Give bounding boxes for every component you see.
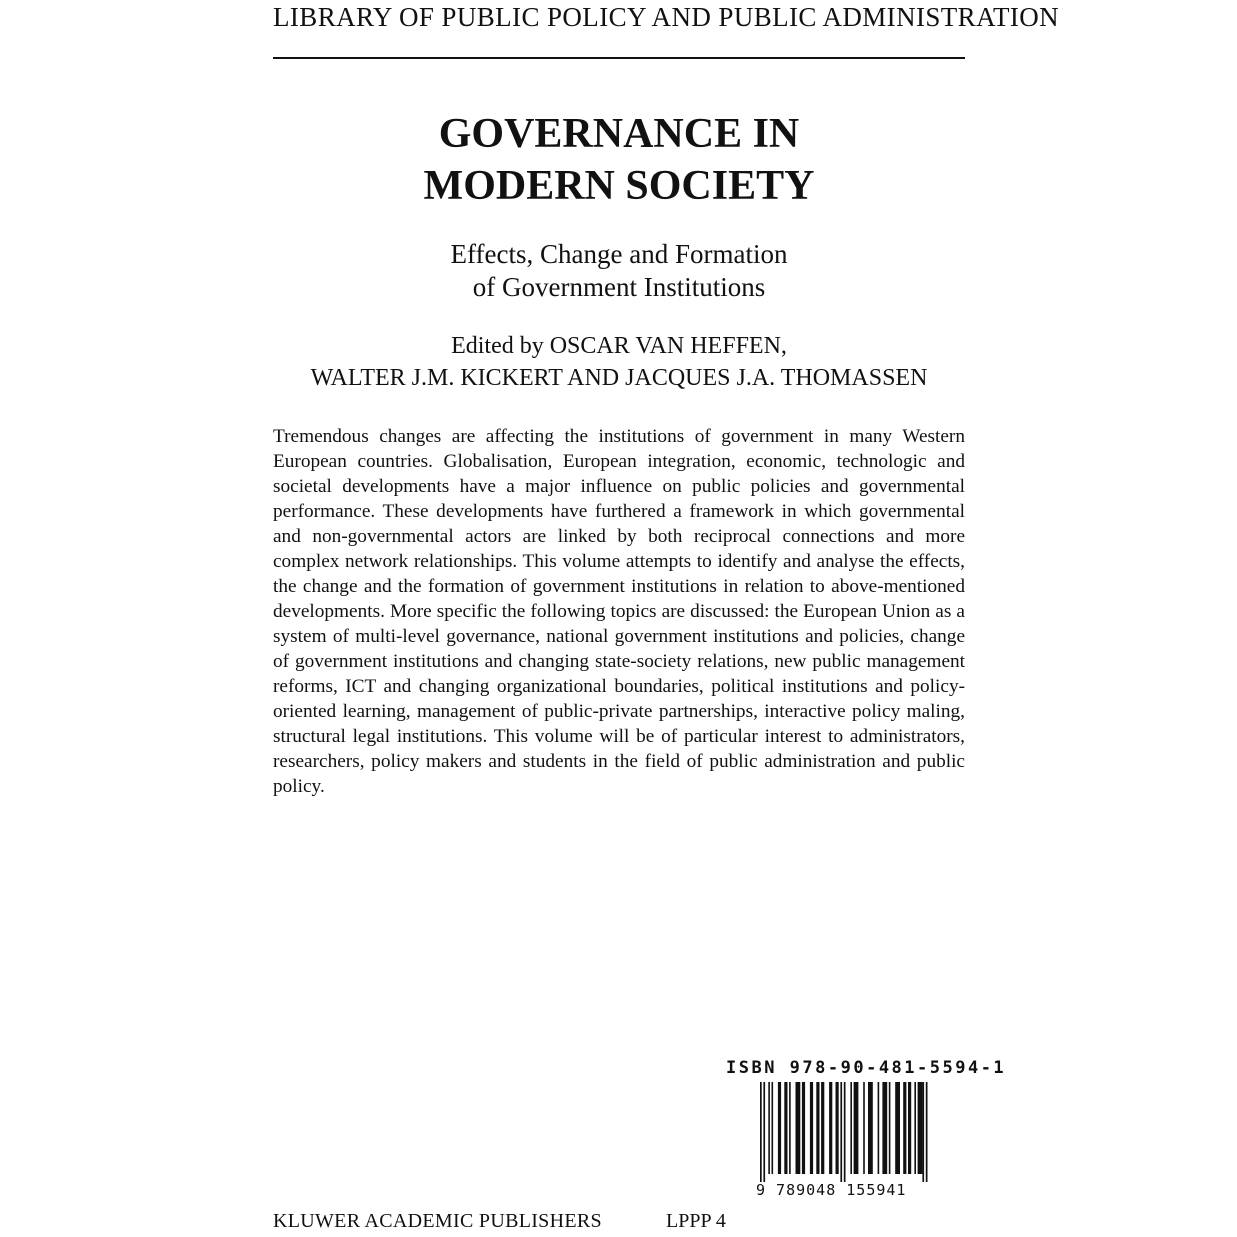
barcode-bar — [840, 1082, 842, 1182]
barcode-bar — [854, 1082, 859, 1174]
barcode-bar — [878, 1082, 880, 1174]
barcode-digits: 9 789048 155941 — [756, 1181, 907, 1199]
series-title: LIBRARY OF PUBLIC POLICY AND PUBLIC ADMINISTRATION — [273, 2, 1060, 32]
book-title-line-2: MODERN SOCIETY — [423, 163, 815, 209]
barcode-bar — [796, 1082, 801, 1174]
barcode-bar — [908, 1082, 911, 1174]
isbn-number: ISBN 978-90-481-5594-1 — [726, 1058, 1007, 1078]
barcode-bar — [926, 1082, 928, 1182]
series-volume: LPPP 4 — [666, 1210, 726, 1232]
editors — [273, 330, 965, 394]
barcode-bar — [772, 1082, 774, 1174]
barcode — [756, 1082, 951, 1182]
editors-line-1: Edited by OSCAR VAN HEFFEN, — [451, 333, 787, 359]
barcode-bar — [829, 1082, 832, 1174]
barcode-bar — [810, 1082, 813, 1174]
barcode-bar — [895, 1082, 900, 1174]
barcode-bar — [816, 1082, 819, 1174]
barcode-bar — [802, 1082, 805, 1174]
barcode-bar — [903, 1082, 906, 1174]
barcode-bar — [836, 1082, 839, 1174]
barcode-bar — [868, 1082, 873, 1174]
back-cover-blurb: Tremendous changes are affecting the institutions of government in many Western European countries. Globalisation, European integration, economic, technologic and societal developments have a major influence on public policies and governmental performance. These developments have furthered a framework in which governmental and non-governmental actors are linked by both reciprocal connections and more complex network relationships. This volume attempts to identify and analyse the effects, the change and the formation of government institutions in relation to above-mentioned developments. More specific the following topics are discussed: the European Union as a system of multi-level governance, national government institutions and policies, change of government institutions and changing state-society relations, new public management reforms, ICT and changing organizational boundaries, political institutions and policy-oriented learning, management of public-private partnerships, interactive policy maling, structural legal institutions. This volume will be of particular interest to administrators, researchers, policy makers and students in the field of public administration and public policy. — [273, 426, 965, 797]
barcode-bar — [863, 1082, 865, 1174]
barcode-bar — [760, 1082, 762, 1182]
header-rule — [273, 57, 965, 59]
barcode-bar — [889, 1082, 891, 1174]
barcode-bar — [778, 1082, 781, 1174]
book-subtitle-line-1: Effects, Change and Formation — [450, 239, 788, 269]
barcode-bar — [821, 1082, 824, 1174]
barcode-bar — [918, 1082, 923, 1174]
book-title — [273, 108, 965, 212]
barcode-bar — [844, 1082, 846, 1182]
barcode-bar — [914, 1082, 916, 1174]
isbn-barcode-block — [726, 1058, 1007, 1208]
barcode-bar — [784, 1082, 787, 1174]
barcode-bar — [789, 1082, 791, 1174]
book-subtitle — [273, 238, 965, 304]
book-subtitle-line-2: of Government Institutions — [472, 272, 766, 302]
barcode-bar — [922, 1082, 924, 1182]
book-title-line-1: GOVERNANCE IN — [438, 111, 800, 157]
barcode-bar — [763, 1082, 765, 1182]
barcode-bar — [850, 1082, 852, 1174]
barcode-bar — [768, 1082, 770, 1174]
editors-line-2: WALTER J.M. KICKERT AND JACQUES J.A. THOMASSEN — [310, 365, 928, 391]
publisher: KLUWER ACADEMIC PUBLISHERS — [273, 1210, 602, 1232]
barcode-bar — [882, 1082, 887, 1174]
